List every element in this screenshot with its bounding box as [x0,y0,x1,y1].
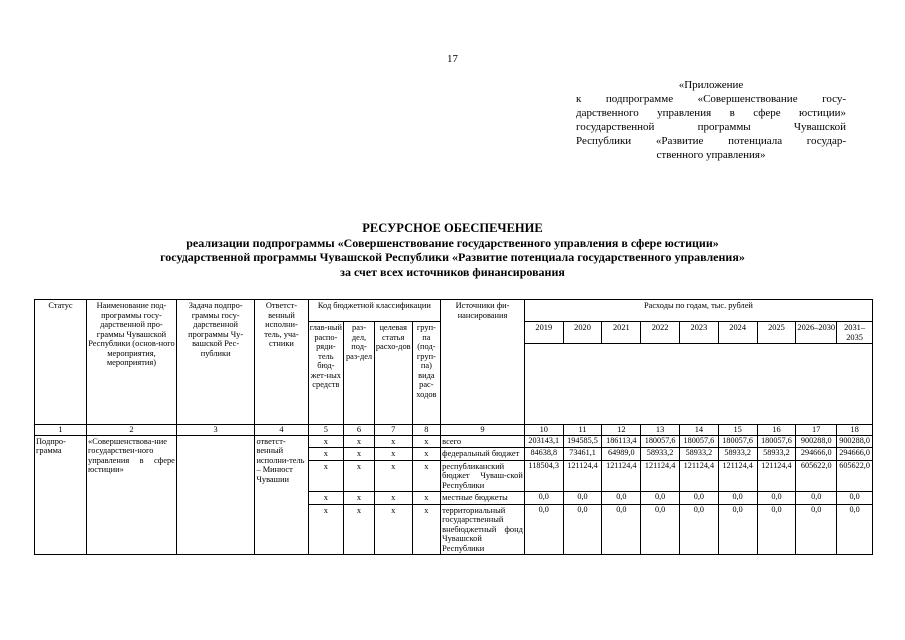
header-year: 2019 [524,322,563,344]
value-cell: 294666,0 [837,448,873,461]
value-cell: 64989,0 [602,448,641,461]
value-cell: 58933,2 [679,448,718,461]
header-year: 2026–2030 [796,322,837,344]
row-task [176,435,255,555]
header-grbs: глав-ный распо-ряди-тель бюд-жет-ных средств [308,322,344,425]
appendix-block [576,78,846,162]
value-cell: 900288,0 [796,435,837,448]
header-task: Задача подпро-граммы госу-дарственной программы Чу-вашской Рес-публики [176,300,255,425]
column-number: 6 [344,425,375,436]
value-cell: 0,0 [524,492,563,505]
value-cell: 0,0 [718,504,757,555]
code-cell: x [308,448,344,461]
value-cell: 73461,1 [563,448,602,461]
value-cell: 0,0 [679,492,718,505]
page-number: 17 [447,53,458,65]
code-cell: x [374,448,412,461]
value-cell: 121124,4 [563,460,602,492]
header-expenses: Расходы по годам, тыс. рублей [524,300,872,322]
value-cell: 0,0 [837,504,873,555]
column-number: 18 [837,425,873,436]
column-number: 13 [641,425,680,436]
value-cell: 0,0 [602,492,641,505]
column-number: 12 [602,425,641,436]
value-cell: 203143,1 [524,435,563,448]
column-number: 17 [796,425,837,436]
source-cell: местные бюджеты [441,492,525,505]
value-cell: 0,0 [641,492,680,505]
row-status: Подпро-грамма [35,435,87,555]
column-number: 15 [718,425,757,436]
code-cell: x [344,504,375,555]
value-cell: 180057,6 [757,435,796,448]
header-year: 2025 [757,322,796,344]
value-cell: 605622,0 [796,460,837,492]
header-year: 2031–2035 [837,322,873,344]
column-number: 11 [563,425,602,436]
header-row [35,300,873,322]
value-cell: 121124,4 [757,460,796,492]
title-line: за счет всех источников финансирования [340,264,565,279]
header-spacer [524,344,872,425]
value-cell: 58933,2 [718,448,757,461]
source-cell: территориальный государственный внебюджетный фонд Чувашской Республики [442,505,523,553]
title-line: реализации подпрограммы «Совершенствование государственного управления в сфере юстиции» [186,235,719,250]
value-cell: 180057,6 [718,435,757,448]
code-cell: x [308,504,344,555]
header-responsible: Ответст-венный исполни-тель, уча-стники [255,300,308,425]
value-cell: 0,0 [679,504,718,555]
value-cell: 0,0 [602,504,641,555]
source-cell: всего [441,435,525,448]
column-number: 10 [524,425,563,436]
row-responsible: ответст-венный исполни-тель – Минюст Чувашии [255,435,308,555]
title-line: государственной программы Чувашской Республики «Развитие потенциала государственного управления» [160,250,745,264]
header-name: Наименование под-программы госу-дарственной про-граммы Чувашской Республики (основ-ного мероприятия, мероприятия) [87,300,177,425]
code-cell: x [344,448,375,461]
header-budget-code: Код бюджетной классификации [308,300,441,322]
header-year: 2022 [641,322,680,344]
value-cell: 58933,2 [757,448,796,461]
value-cell: 0,0 [796,492,837,505]
column-number: 14 [679,425,718,436]
value-cell: 186113,4 [602,435,641,448]
value-cell: 121124,4 [718,460,757,492]
code-cell: x [412,460,441,492]
value-cell: 84638,8 [524,448,563,461]
document-title [0,221,905,279]
code-cell: x [308,435,344,448]
value-cell: 118504,3 [524,460,563,492]
value-cell: 0,0 [757,504,796,555]
column-number: 9 [441,425,525,436]
header-group: груп-па (под-груп-па) вида рас-ходов [412,322,441,425]
code-cell: x [412,504,441,555]
value-cell: 121124,4 [679,460,718,492]
column-number: 1 [35,425,87,436]
appendix-line: дарственного управления в сфере юстиции» [576,107,846,119]
header-target: целевая статья расхо-дов [374,322,412,425]
code-cell: x [374,435,412,448]
title-line: РЕСУРСНОЕ ОБЕСПЕЧЕНИЕ [362,221,543,235]
value-cell: 58933,2 [641,448,680,461]
value-cell: 121124,4 [602,460,641,492]
column-number: 8 [412,425,441,436]
header-year: 2020 [563,322,602,344]
code-cell: x [344,460,375,492]
code-cell: x [308,492,344,505]
value-cell: 294666,0 [796,448,837,461]
resource-table [34,299,873,555]
header-sources: Источники фи-нансирования [441,300,525,425]
appendix-line: ственного управления» [656,149,766,161]
table-row [35,435,873,448]
column-number: 2 [87,425,177,436]
row-name: «Совершенствова-ние государствен-ного управления в сфере юстиции» [87,435,177,555]
code-cell: x [374,504,412,555]
value-cell: 0,0 [796,504,837,555]
column-number: 5 [308,425,344,436]
source-cell: федеральный бюджет [441,448,525,461]
appendix-line: «Приложение [678,79,744,91]
header-status: Статус [35,300,87,425]
code-cell: x [374,460,412,492]
source-cell: республиканский бюджет Чуваш-ской Республики [442,461,523,490]
value-cell: 180057,6 [641,435,680,448]
value-cell: 180057,6 [679,435,718,448]
value-cell: 0,0 [718,492,757,505]
column-number: 7 [374,425,412,436]
value-cell: 0,0 [524,504,563,555]
header-year: 2024 [718,322,757,344]
code-cell: x [412,448,441,461]
column-number-row [35,425,873,436]
code-cell: x [374,492,412,505]
code-cell: x [412,492,441,505]
appendix-line: государственной программы Чувашской [576,121,846,133]
code-cell: x [412,435,441,448]
column-number: 3 [176,425,255,436]
appendix-line: к подпрограмме «Совершенствование госу- [576,93,846,105]
value-cell: 605622,0 [837,460,873,492]
value-cell: 0,0 [563,492,602,505]
appendix-line: Республики «Развитие потенциала государ- [576,135,846,147]
value-cell: 0,0 [837,492,873,505]
value-cell: 194585,5 [563,435,602,448]
header-year: 2023 [679,322,718,344]
code-cell: x [308,460,344,492]
header-section: раз-дел, под-раз-дел [344,322,375,425]
header-year: 2021 [602,322,641,344]
value-cell: 121124,4 [641,460,680,492]
value-cell: 0,0 [641,504,680,555]
value-cell: 900288,0 [837,435,873,448]
code-cell: x [344,492,375,505]
code-cell: x [344,435,375,448]
value-cell: 0,0 [563,504,602,555]
column-number: 4 [255,425,308,436]
value-cell: 0,0 [757,492,796,505]
column-number: 16 [757,425,796,436]
